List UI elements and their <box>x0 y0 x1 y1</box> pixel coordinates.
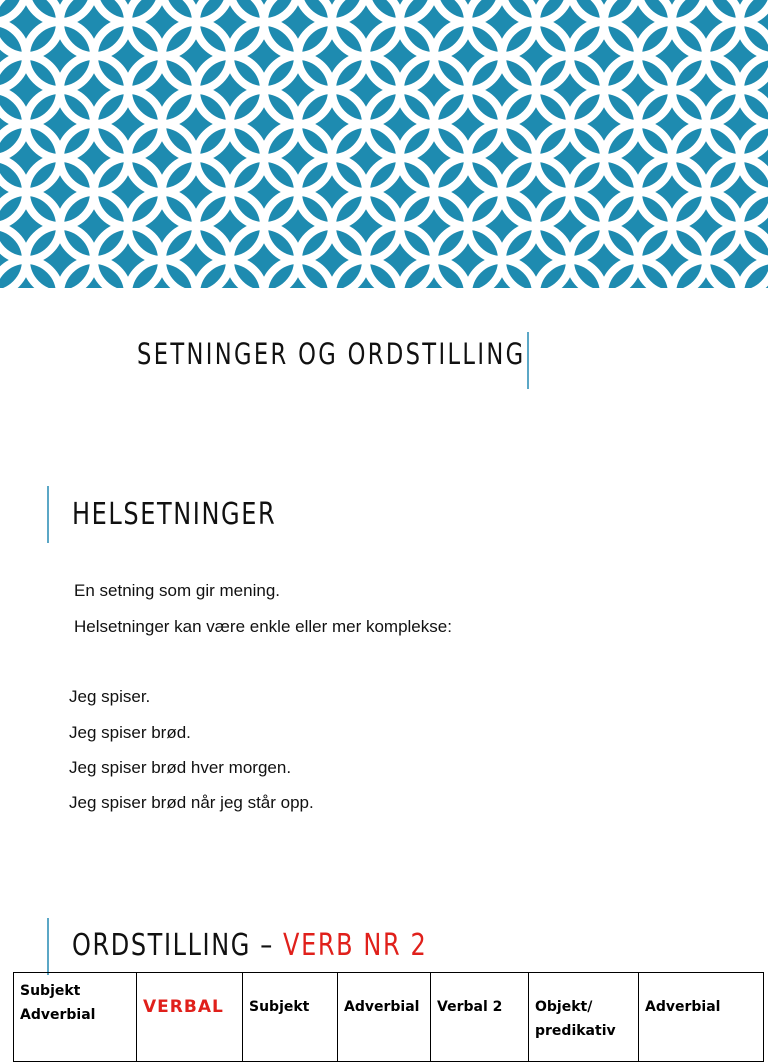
ring-pattern <box>0 0 768 288</box>
section-heading-helsetninger: HELSETNINGER <box>72 497 277 532</box>
table-cell <box>14 973 137 1062</box>
cell-line: Adverbial <box>20 1007 96 1023</box>
intro-line: En setning som gir mening. <box>74 581 280 600</box>
example-sentence: Jeg spiser brød når jeg står opp. <box>69 793 314 812</box>
heading-prefix: ORDSTILLING – <box>72 928 284 963</box>
section-heading-ordstilling <box>72 928 427 963</box>
slide-title: SETNINGER OG ORDSTILLING <box>137 337 526 371</box>
cell-line: Objekt/ <box>535 999 593 1015</box>
decorative-banner <box>0 0 768 288</box>
table-cell: Adverbial <box>639 973 764 1062</box>
example-sentence: Jeg spiser brød hver morgen. <box>69 758 292 777</box>
cell-line: predikativ <box>535 1023 616 1039</box>
table-row <box>14 973 764 1062</box>
table-cell: VERBAL <box>137 973 243 1062</box>
table-cell <box>529 973 639 1062</box>
section-accent-bar <box>47 486 49 543</box>
cell-line: Subjekt <box>20 983 81 999</box>
intro-line: Helsetninger kan være enkle eller mer komplekse: <box>74 617 452 636</box>
heading-highlight: VERB NR 2 <box>283 928 428 963</box>
table-cell: Subjekt <box>243 973 338 1062</box>
table-cell: Verbal 2 <box>431 973 529 1062</box>
word-order-table <box>13 972 764 1062</box>
example-sentence: Jeg spiser brød. <box>69 723 191 742</box>
example-sentence: Jeg spiser. <box>69 687 151 706</box>
section-accent-bar <box>47 918 49 975</box>
title-accent-bar <box>527 332 529 389</box>
table-cell: Adverbial <box>338 973 431 1062</box>
